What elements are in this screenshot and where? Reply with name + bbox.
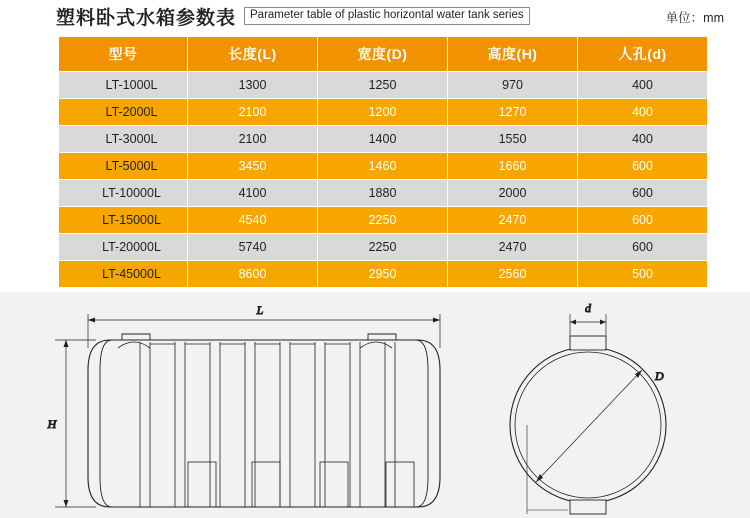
cell-model: LT-45000L (59, 261, 188, 288)
tank-ribs (140, 342, 395, 507)
cell-height: 1270 (448, 99, 578, 126)
table-row (59, 126, 708, 153)
unit-label: 单位：mm (665, 11, 724, 25)
tank-base-details (188, 462, 414, 507)
cell-length: 1300 (188, 72, 318, 99)
cell-model: LT-5000L (59, 153, 188, 180)
height-dimension (55, 340, 96, 507)
technical-drawing-panel (0, 292, 750, 518)
cell-height: 2000 (448, 180, 578, 207)
cell-width: 2950 (318, 261, 448, 288)
cell-manhole: 600 (578, 234, 708, 261)
cell-model: LT-3000L (59, 126, 188, 153)
diameter-dimension (536, 370, 642, 482)
cell-manhole: 600 (578, 153, 708, 180)
table-row (59, 207, 708, 234)
table-head (59, 37, 708, 72)
cell-height: 1550 (448, 126, 578, 153)
outlet-bottom (570, 500, 606, 514)
cell-length: 8600 (188, 261, 318, 288)
table-row (59, 180, 708, 207)
cell-model: LT-10000L (59, 180, 188, 207)
diameter-label: D (655, 369, 664, 383)
table-body (59, 72, 708, 288)
column-header-width: 宽度(D) (318, 37, 448, 72)
cell-length: 3450 (188, 153, 318, 180)
cell-manhole: 600 (578, 207, 708, 234)
tank-right-endcap (416, 340, 428, 507)
cell-manhole: 400 (578, 72, 708, 99)
manhole-label: d (585, 301, 591, 315)
cell-model: LT-20000L (59, 234, 188, 261)
cell-manhole: 400 (578, 126, 708, 153)
column-header-height: 高度(H) (448, 37, 578, 72)
tank-left-endcap (100, 340, 112, 507)
cell-length: 4540 (188, 207, 318, 234)
spec-table-container (58, 36, 692, 288)
table-row (59, 234, 708, 261)
cell-length: 4100 (188, 180, 318, 207)
cell-length: 5740 (188, 234, 318, 261)
document-header (0, 0, 750, 32)
end-view-drawing (510, 301, 666, 514)
cell-length: 2100 (188, 126, 318, 153)
manhole-top (570, 336, 606, 350)
table-row (59, 72, 708, 99)
spec-table (58, 36, 708, 288)
cell-height: 2560 (448, 261, 578, 288)
page-title: 塑料卧式水箱参数表 (56, 7, 237, 29)
cell-width: 1400 (318, 126, 448, 153)
cell-width: 1250 (318, 72, 448, 99)
cell-length: 2100 (188, 99, 318, 126)
table-row (59, 153, 708, 180)
tank-body-outline (88, 340, 440, 507)
page-subtitle: Parameter table of plastic horizontal water tank series (244, 7, 530, 25)
column-header-manhole: 人孔(d) (578, 37, 708, 72)
cell-width: 2250 (318, 207, 448, 234)
height-label: H (47, 417, 57, 431)
cell-height: 2470 (448, 234, 578, 261)
cell-manhole: 500 (578, 261, 708, 288)
cell-manhole: 600 (578, 180, 708, 207)
cell-height: 1660 (448, 153, 578, 180)
cell-width: 1460 (318, 153, 448, 180)
column-header-length: 长度(L) (188, 37, 318, 72)
table-row (59, 99, 708, 126)
table-row (59, 261, 708, 288)
length-label: L (256, 303, 264, 317)
cell-width: 1200 (318, 99, 448, 126)
table-header-row (59, 37, 708, 72)
cell-model: LT-1000L (59, 72, 188, 99)
cell-height: 970 (448, 72, 578, 99)
cell-model: LT-2000L (59, 99, 188, 126)
cell-height: 2470 (448, 207, 578, 234)
tank-drawings (0, 292, 750, 518)
column-header-model: 型号 (59, 37, 188, 72)
tank-manholes-side (122, 334, 396, 340)
side-view-drawing (47, 303, 440, 507)
cell-model: LT-15000L (59, 207, 188, 234)
cell-width: 1880 (318, 180, 448, 207)
cell-width: 2250 (318, 234, 448, 261)
tank-circle-outer (510, 347, 666, 503)
cell-manhole: 400 (578, 99, 708, 126)
